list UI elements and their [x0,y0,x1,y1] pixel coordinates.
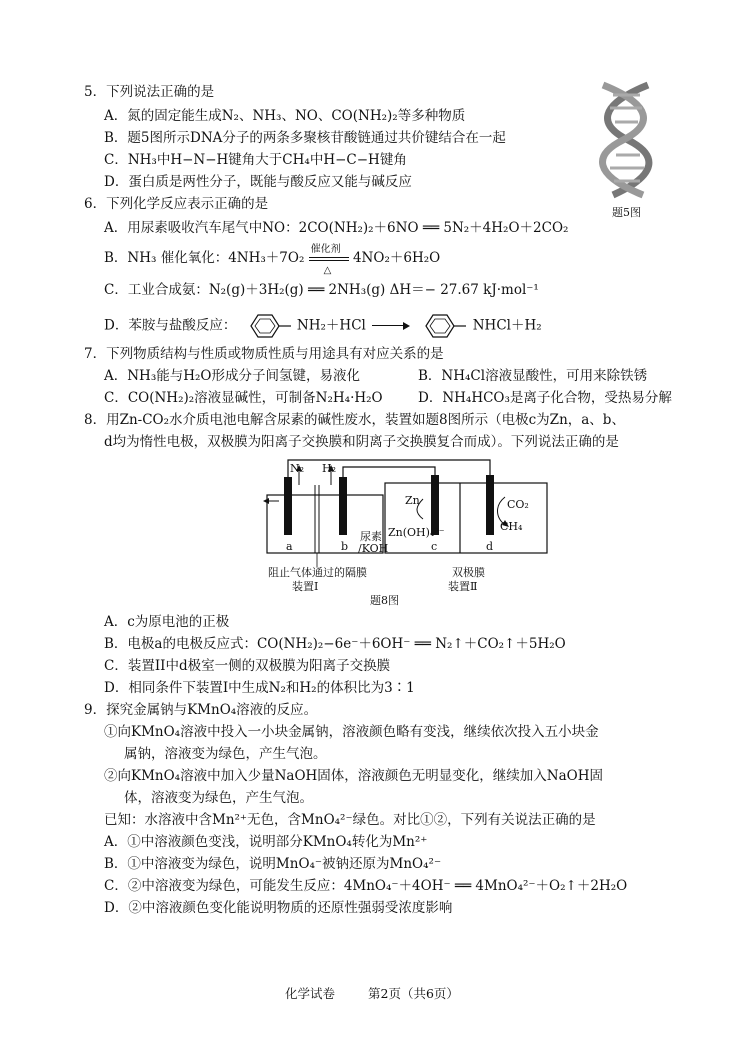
fig8-label-zn: Zn [405,494,420,507]
q9-option-d: D．②中溶液颜色变化能说明物质的还原性强弱受浓度影响 [104,900,453,916]
fig8-caption: 题8图 [370,594,399,607]
q6-option-b [104,243,441,276]
q8-stem-line1: 8．用Zn-CO₂水介质电池电解含尿素的碱性废水，装置如题8图所示（电极c为Zn，a、b、 [84,412,625,428]
q7-option-d: D．NH₄HCO₃是离子化合物，受热易分解 [418,390,672,406]
q9-experiment2-line1: ②向KMnO₄溶液中加入少量NaOH固体，溶液颜色无明显变化，继续加入NaOH固 [104,768,603,784]
q6-b-arrow [309,243,349,276]
q7-option-c: C．CO(NH₂)₂溶液显碱性，可制备N₂H₄·H₂O [104,390,383,406]
q9-experiment2-line2: 体，溶液变为绿色，产生气泡。 [124,790,313,806]
q6-option-d [104,312,542,340]
q8-option-a: A．c为原电池的正极 [104,614,230,630]
fig8-label-d: d [486,540,494,553]
q9-option-a: A．①中溶液颜色变浅，说明部分KMnO₄转化为Mn²⁺ [104,834,428,850]
q9-option-c: C．②中溶液变为绿色，可能发生反应：4MnO₄⁻＋4OH⁻ ══ 4MnO₄²⁻＋O₂↑＋2H₂O [104,878,628,894]
q9-option-b: B．①中溶液变为绿色，说明MnO₄⁻被钠还原为MnO₄²⁻ [104,856,442,872]
fig8-label-koh: /KOH [358,542,389,555]
fig8-label-bipolar: 双极膜 [452,566,485,579]
q6-b-catalyst: 催化剂 [310,243,341,255]
q6-d-left: D．苯胺与盐酸反应： [104,317,237,334]
q5-option-b: B．题5图所示DNA分子的两条多聚核苷酸链通过共价键结合在一起 [104,130,506,146]
fig8-label-b: b [341,540,349,553]
fig8-label-membrane: 阻止气体通过的隔膜 [268,566,367,579]
fig8-label-n2: N₂ [290,462,305,475]
q6-option-c: C．工业合成氨：N₂(g)＋3H₂(g) ══ 2NH₃(g) ΔH＝− 27.67 kJ·mol⁻¹ [104,282,539,298]
footer-page: 第2页（共6页） [368,986,459,1001]
fig5-caption: 题5图 [612,206,641,219]
q9-experiment1-line1: ①向KMnO₄溶液中投入一小块金属钠，溶液颜色略有变浅，继续依次投入五小块金 [104,724,599,740]
fig8-label-h2: H₂ [322,462,337,475]
q6-stem: 6．下列化学反应表示正确的是 [84,196,269,212]
fig8-label-c: c [431,540,438,553]
q6-d-mid: NH₂＋HCl [296,317,366,334]
footer-subject: 化学试卷 [285,986,336,1001]
fig8-label-device2: 装置Ⅱ [448,580,478,593]
q6-b-right: 4NO₂＋6H₂O [352,250,441,266]
q5-option-d: D．蛋白质是两性分子，既能与酸反应又能与碱反应 [104,174,412,190]
fig8-label-ch4: CH₄ [500,520,523,533]
q5-option-a: A．氮的固定能生成N₂、NH₃、NO、CO(NH₂)₂等多种物质 [104,108,466,124]
q9-experiment1-line2: 属钠，溶液变为绿色，产生气泡。 [124,746,327,762]
q5-option-c: C．NH₃中H−N−H键角大于CH₄中H−C−H键角 [104,152,407,168]
fig8-label-co2: CO₂ [507,498,529,511]
reaction-arrow-icon [370,322,412,330]
q6-b-heat: △ [323,264,332,276]
dna-helix-figure [588,80,668,200]
q7-option-b: B．NH₄Cl溶液显酸性，可用来除铁锈 [418,368,648,384]
q9-known: 已知：水溶液中含Mn²⁺无色，含MnO₄²⁻绿色。对比①②，下列有关说法正确的是 [104,812,596,828]
fig8-label-device1: 装置Ⅰ [292,580,319,593]
q8-option-d: D．相同条件下装置Ⅰ中生成N₂和H₂的体积比为3∶1 [104,680,415,696]
q7-option-a: A．NH₃能与H₂O形成分子间氢键，易液化 [104,368,360,384]
q9-stem: 9．探究金属钠与KMnO₄溶液的反应。 [84,702,318,718]
q6-d-right: NHCl＋H₂ [472,317,542,334]
q8-stem-line2: d均为惰性电极，双极膜为阳离子交换膜和阴离子交换膜复合而成）。下列说法正确的是 [104,434,619,450]
q7-stem: 7．下列物质结构与性质或物质性质与用途具有对应关系的是 [84,346,444,362]
q8-option-c: C．装置II中d极室一侧的双极膜为阳离子交换膜 [104,658,391,674]
benzene-ring-icon [416,312,468,340]
q6-option-a: A．用尿素吸收汽车尾气中NO：2CO(NH₂)₂＋6NO ══ 5N₂＋4H₂O＋2CO₂ [104,220,569,236]
q8-option-b: B．电极a的电极反应式：CO(NH₂)₂−6e⁻＋6OH⁻ ══ N₂↑＋CO₂↑＋5H₂O [104,636,566,652]
q6-b-left: B．NH₃ 催化氧化：4NH₃＋7O₂ [104,250,305,266]
fig8-label-a: a [286,540,293,553]
q5-stem: 5．下列说法正确的是 [84,84,215,100]
fig8-label-urea: 尿素 [360,530,382,543]
fig8-label-znoh: Zn(OH)₄²⁻ [388,526,445,539]
benzene-ring-icon [241,312,293,340]
